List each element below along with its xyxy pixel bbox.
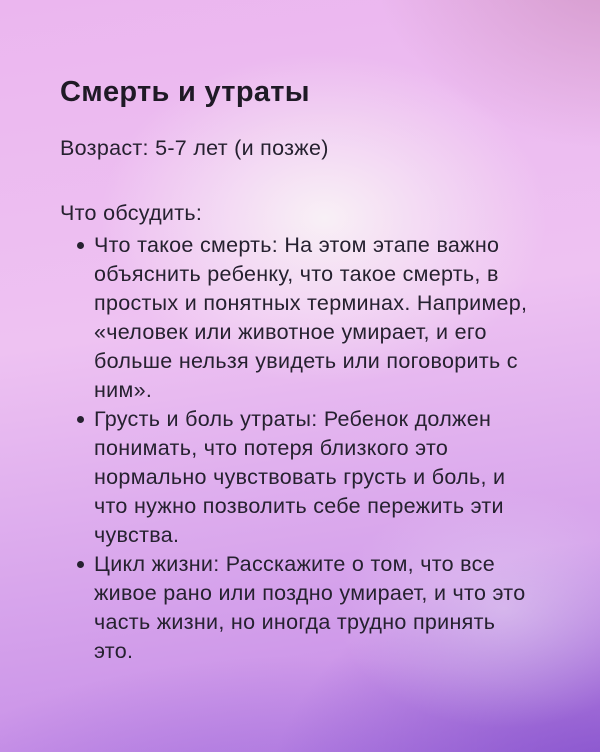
section-heading: Что обсудить: (60, 201, 203, 225)
list-item-what-is-death: Что такое смерть: На этом этапе важно объяснить ребенку, что такое смерть, в простых и понятных терминах. Например, «человек или животное умирает, и его больше нельзя увидеть или поговорить с ним». (60, 231, 530, 405)
discussion-list (60, 231, 530, 666)
card-content (60, 74, 548, 666)
list-item-grief-and-pain: Грусть и боль утраты: Ребенок должен понимать, что потеря близкого это нормально чувствовать грусть и боль, и что нужно позволить себе пережить эти чувства. (60, 405, 530, 550)
age-line: Возраст: 5-7 лет (и позже) (60, 136, 329, 160)
page-title: Смерть и утраты (60, 76, 310, 108)
list-item-life-cycle: Цикл жизни: Расскажите о том, что все живое рано или поздно умирает, и что это часть жизни, но иногда трудно принять это. (60, 550, 530, 666)
